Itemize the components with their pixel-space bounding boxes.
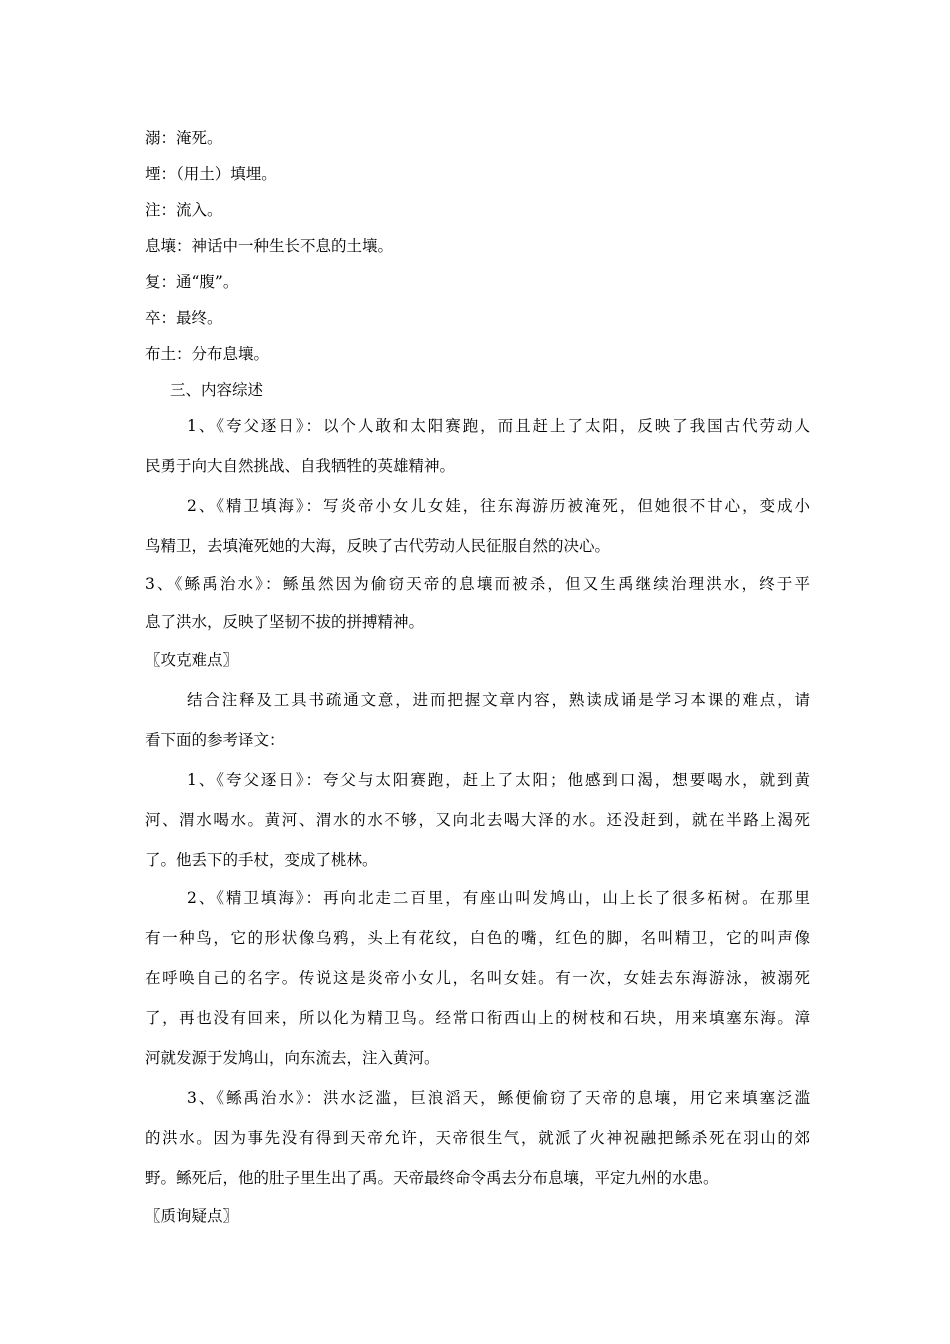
gloss-xirang: 息壤：神话中一种生长不息的土壤。 bbox=[145, 237, 394, 255]
section-heading-difficulty: 〖攻克难点〗 bbox=[145, 651, 239, 669]
summary-item-1-line-2: 民勇于向大自然挑战、自我牺牲的英雄精神。 bbox=[145, 457, 456, 475]
gloss-zu: 卒：最终。 bbox=[145, 309, 223, 327]
translation-2-line-4: 了，再也没有回来，所以化为精卫鸟。经常口衔西山上的树枝和石块，用来填塞东海。漳 bbox=[145, 1009, 810, 1027]
section-heading-questions: 〖质询疑点〗 bbox=[145, 1207, 239, 1225]
section-heading-content-summary: 三、内容综述 bbox=[170, 381, 264, 399]
gloss-ni: 溺：淹死。 bbox=[145, 129, 223, 147]
translation-1-line-3: 了。他丢下的手杖，变成了桃林。 bbox=[145, 851, 378, 869]
translation-2-line-3: 在呼唤自己的名字。传说这是炎帝小女儿，名叫女娃。有一次，女娃去东海游泳，被溺死 bbox=[145, 969, 810, 987]
summary-item-2-line-1: 2、《精卫填海》：写炎帝小女儿女娃，往东海游历被淹死，但她很不甘心，变成小 bbox=[187, 497, 810, 515]
summary-item-2-line-2: 鸟精卫，去填淹死她的大海，反映了古代劳动人民征服自然的决心。 bbox=[145, 537, 611, 555]
gloss-zhu: 注：流入。 bbox=[145, 201, 223, 219]
translation-3-line-2: 的洪水。因为事先没有得到天帝允许，天帝很生气，就派了火神祝融把鲧杀死在羽山的郊 bbox=[145, 1129, 810, 1147]
summary-item-3-line-1: 3、《鲧禹治水》：鲧虽然因为偷窃天帝的息壤而被杀，但又生禹继续治理洪水，终于平 bbox=[145, 575, 810, 593]
difficulty-intro-line-1: 结合注释及工具书疏通文意，进而把握文章内容，熟读成诵是学习本课的难点，请 bbox=[187, 691, 810, 709]
translation-1-line-2: 河、渭水喝水。黄河、渭水的水不够，又向北去喝大泽的水。还没赶到，就在半路上渴死 bbox=[145, 811, 810, 829]
summary-item-1-line-1: 1、《夸父逐日》：以个人敢和太阳赛跑，而且赶上了太阳，反映了我国古代劳动人 bbox=[187, 417, 810, 435]
summary-item-3-line-2: 息了洪水，反映了坚韧不拔的拼搏精神。 bbox=[145, 613, 425, 631]
difficulty-intro-line-2: 看下面的参考译文： bbox=[145, 731, 285, 749]
translation-3-line-3: 野。鲧死后，他的肚子里生出了禹。天帝最终命令禹去分布息壤，平定九州的水患。 bbox=[145, 1169, 719, 1187]
gloss-yin: 堙：（用土）填埋。 bbox=[145, 165, 277, 183]
translation-2-line-5: 河就发源于发鸠山，向东流去，注入黄河。 bbox=[145, 1049, 440, 1067]
translation-1-line-1: 1、《夸父逐日》：夸父与太阳赛跑，赶上了太阳；他感到口渴，想要喝水，就到黄 bbox=[187, 771, 810, 789]
gloss-butu: 布土：分布息壤。 bbox=[145, 345, 270, 363]
translation-3-line-1: 3、《鲧禹治水》：洪水泛滥，巨浪滔天，鲧便偷窃了天帝的息壤，用它来填塞泛滥 bbox=[187, 1089, 810, 1107]
translation-2-line-2: 有一种鸟，它的形状像乌鸦，头上有花纹，白色的嘴，红色的脚，名叫精卫，它的叫声像 bbox=[145, 929, 810, 947]
translation-2-line-1: 2、《精卫填海》：再向北走二百里，有座山叫发鸠山，山上长了很多柘树。在那里 bbox=[187, 889, 810, 907]
gloss-fu: 复：通“腹”。 bbox=[145, 273, 239, 291]
